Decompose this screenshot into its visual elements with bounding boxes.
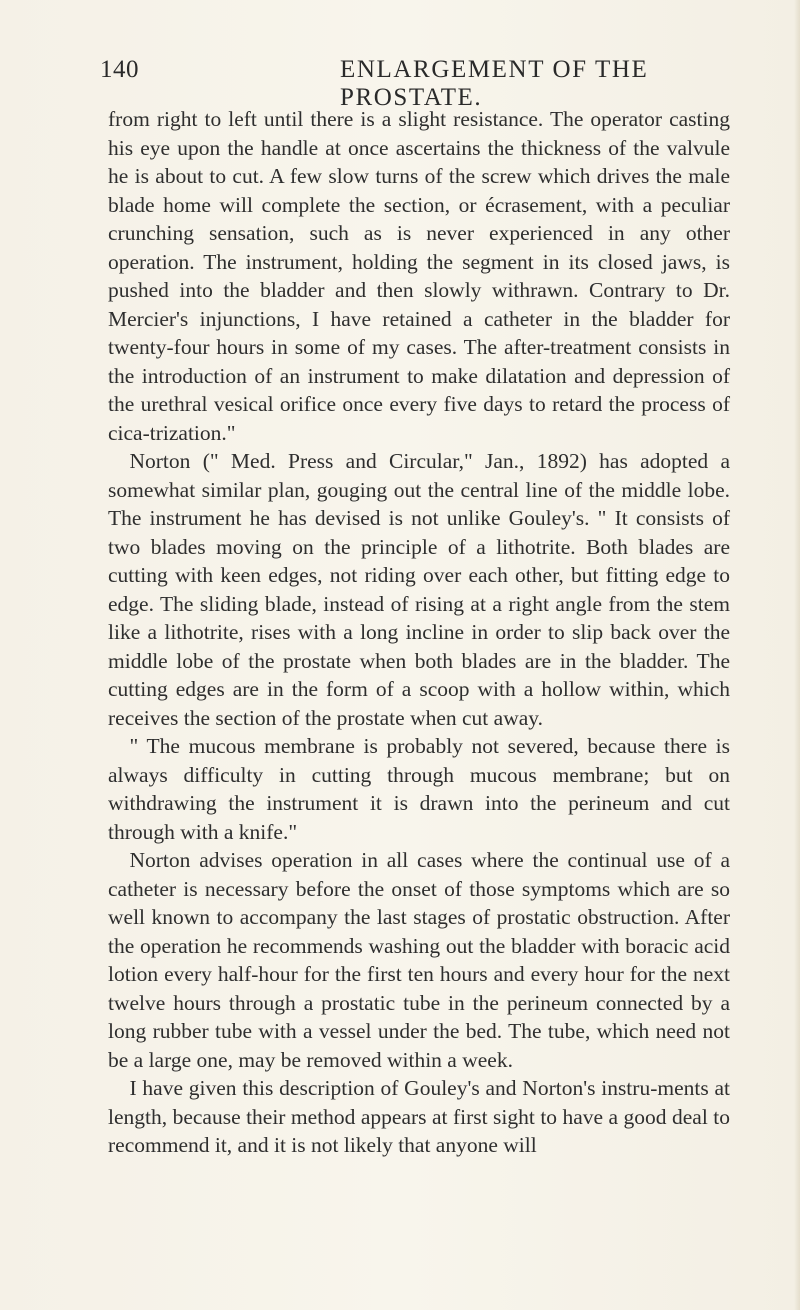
paragraph-2: Norton (" Med. Press and Circular," Jan., 1892) has adopted a somewhat similar plan, gouging out the central line of the middle lobe. The instrument he has devised is not unlike Gouley's. " It consists of two blades moving on the principle of a lithotrite. Both blades are cutting with keen edges, not riding over each other, but fitting edge to edge. The sliding blade, instead of rising at a right angle from the stem like a lithotrite, rises with a long incline in order to slip back over the middle lobe of the prostate when both blades are in the bladder. The cutting edges are in the form of a scoop with a hollow within, which receives the section of the prostate when cut away. [108, 449, 730, 730]
body-text [108, 105, 730, 1160]
page-number: 140 [100, 56, 139, 83]
running-title: ENLARGEMENT OF THE PROSTATE. [340, 56, 649, 111]
paragraph-1: from right to left until there is a slight resistance. The operator casting his eye upon the handle at once ascertains the thickness of the valvule he is about to cut. A few slow turns of the screw which drives the male blade home will complete the section, or écrasement, with a peculiar crunching sensation, such as is never experienced in any other operation. The instrument, holding the segment in its closed jaws, is pushed into the bladder and then slowly withrawn. Contrary to Dr. Mercier's injunctions, I have retained a catheter in the bladder for twenty-four hours in some of my cases. The after-treatment consists in the introduction of an instrument to make dilatation and depression of the urethral vesical orifice once every five days to retard the process of cica-trization." [108, 107, 730, 445]
paragraph-3: " The mucous membrane is probably not severed, because there is always difficulty in cutting through mucous membrane; but on withdrawing the instrument it is drawn into the perineum and cut through with a knife." [108, 734, 730, 844]
paragraph-4: Norton advises operation in all cases where the continual use of a catheter is necessary before the onset of those symptoms which are so well known to accompany the last stages of prostatic obstruction. After the operation he recommends washing out the bladder with boracic acid lotion every half-hour for the first ten hours and every hour for the next twelve hours through a prostatic tube in the perineum connected by a long rubber tube with a vessel under the bed. The tube, which need not be a large one, may be removed within a week. [108, 848, 730, 1072]
paragraph-5: I have given this description of Gouley's and Norton's instru-ments at length, because their method appears at first sight to have a good deal to recommend it, and it is not likely that anyone will [108, 1076, 730, 1157]
page-header [100, 56, 740, 111]
page-edge-shadow [794, 0, 800, 1310]
